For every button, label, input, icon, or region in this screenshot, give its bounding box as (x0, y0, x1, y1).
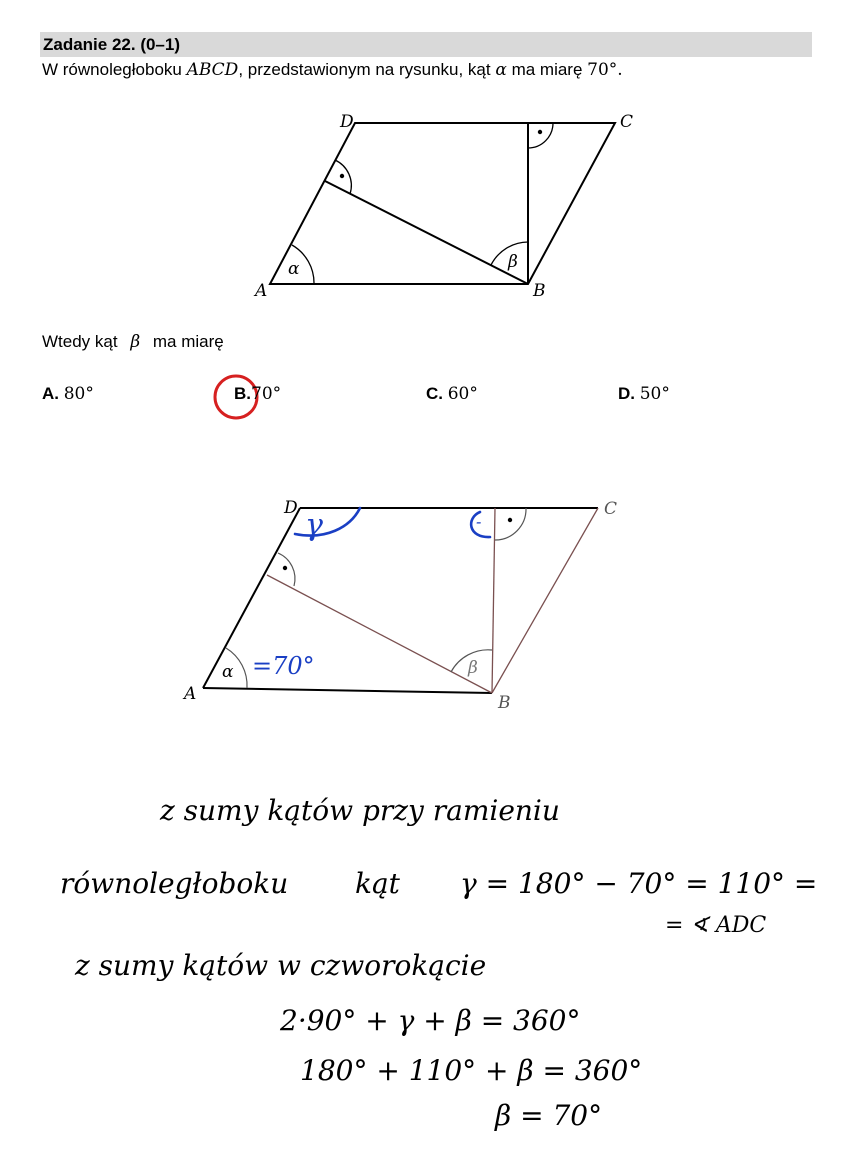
answer-b-value: 70° (251, 384, 282, 404)
answer-d-value: 50° (639, 384, 670, 404)
right-angle-dot-2a (283, 566, 287, 570)
label-alpha: α (288, 259, 300, 279)
statement-value: 70°. (587, 60, 623, 80)
label-c-2: C (604, 499, 618, 519)
label-a-2: A (184, 684, 197, 704)
hand-line-2b: kąt (355, 867, 400, 900)
statement-abcd: ABCD (186, 60, 239, 80)
question (42, 332, 224, 352)
right-angle-dot-left (340, 174, 344, 178)
statement-mid: , przedstawionym na rysunku, kąt (238, 60, 491, 79)
label-b-2: B (498, 693, 511, 713)
hand-line-4: z sumy kątów w czworokącie (75, 949, 487, 982)
task-title: Zadanie 22. (0–1) (43, 35, 181, 54)
hand-line-6: 180° + 110° + β = 360° (300, 1054, 643, 1087)
question-beta: β (130, 332, 141, 352)
statement-pre: W równoległoboku (42, 60, 182, 79)
hand-line-5: 2·90° + γ + β = 360° (280, 1004, 581, 1037)
hand-line-2a: równoległoboku (60, 867, 289, 900)
minus-annotation: - (476, 512, 482, 531)
question-pre: Wtedy kąt (42, 332, 118, 351)
answer-a-letter: A. (42, 384, 59, 403)
label-beta-2: β (468, 658, 478, 678)
answer-d[interactable] (618, 384, 670, 404)
statement-post: ma miarę (511, 60, 583, 79)
right-angle-dot-top (538, 130, 542, 134)
answer-a-value: 80° (63, 384, 94, 404)
alpha-value-annotation: =70° (252, 652, 315, 680)
answer-b-letter: B. (234, 384, 251, 403)
right-angle-arc-2b (495, 508, 526, 540)
answer-b[interactable] (234, 384, 281, 404)
question-post: ma miarę (152, 332, 224, 351)
answer-d-letter: D. (618, 384, 635, 403)
hand-line-2c: γ = 180° − 70° = 110° = (460, 867, 818, 900)
hand-line-7: β = 70° (495, 1099, 603, 1132)
parallelogram-outline (270, 123, 615, 284)
answer-a[interactable] (42, 384, 94, 404)
right-angle-dot-2b (508, 518, 512, 522)
label-alpha-2: α (222, 662, 234, 682)
label-a: A (255, 281, 268, 301)
right-angle-arc-top (528, 123, 553, 148)
side-bc-2 (492, 508, 598, 693)
hand-line-3: = ∢ ADC (665, 913, 767, 938)
answer-c-letter: C. (426, 384, 443, 403)
height-from-b-to-ad (325, 181, 528, 284)
hand-line-1: z sumy kątów przy ramieniu (160, 794, 560, 827)
answer-c[interactable] (426, 384, 478, 404)
label-d: D (340, 112, 354, 132)
side-ab-2 (203, 688, 492, 693)
height-2b (492, 508, 495, 693)
gamma-annotation: γ (305, 508, 323, 543)
label-c: C (620, 112, 634, 132)
label-beta: β (508, 252, 518, 272)
statement-alpha: α (495, 60, 507, 80)
answer-c-value: 60° (447, 384, 478, 404)
label-d-2: D (284, 498, 298, 518)
label-b: B (533, 281, 546, 301)
